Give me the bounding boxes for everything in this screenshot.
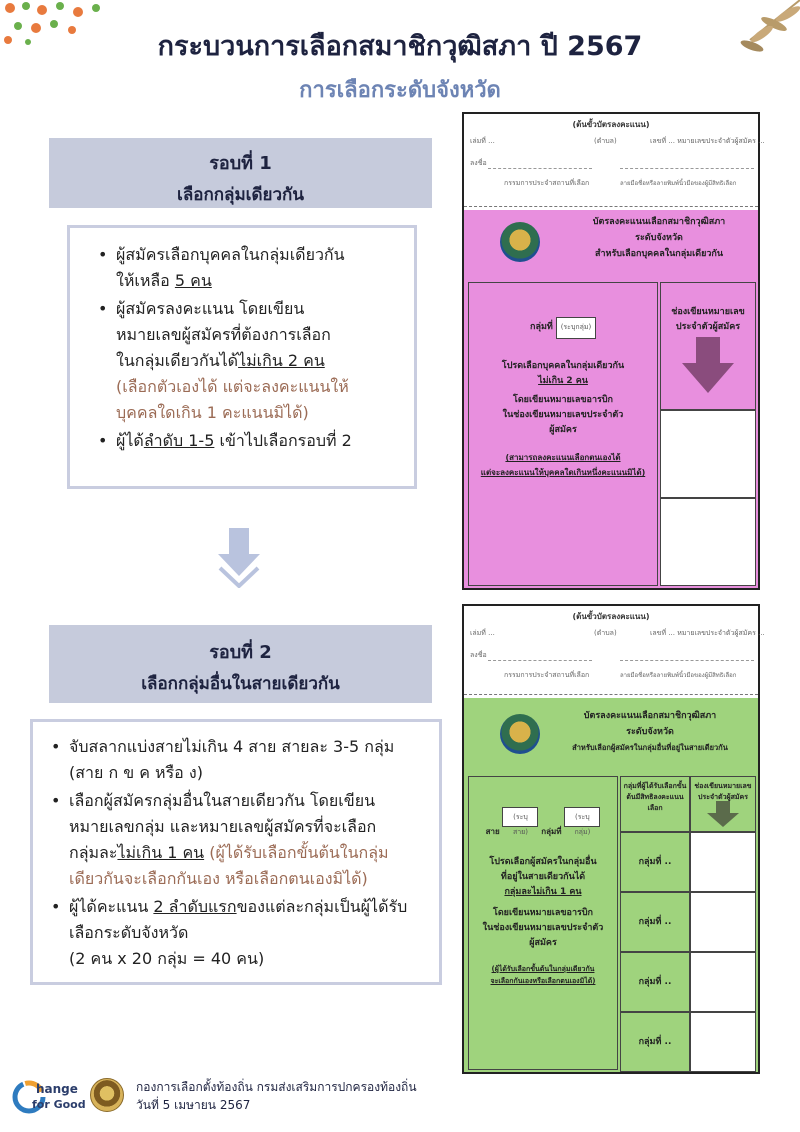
- ballot1-instr-3: โดยเขียนหมายเลขอารบิก: [513, 395, 613, 405]
- ballot1-group-label: กลุ่มที่: [530, 322, 553, 332]
- ballot2-instructions-cell: สาย (ระบุสาย) กลุ่มที่ (ระบุกลุ่ม) โปรดเลือกผู้สมัครในกลุ่มอื่น ที่อยู่ในสายเดียวกันได้ กลุ่มละไม่เกิน 1 คน โดยเขียนหมายเลขอารบิก ในช่องเขียนหมายเลขประจำตัว ผู้สมัคร (ผู้ได้รับเลือกขั้นต้นในกลุ่มเดียวกัน จะเลือกกันเองหรือเลือกตนเองมิได้): [468, 776, 618, 1070]
- round1-bullet-3: • ผู้ได้ลำดับ 1-5 เข้าไปเลือกรอบที่ 2: [96, 428, 402, 454]
- round1-heading: [49, 138, 432, 208]
- ballot1-seal: [500, 222, 540, 262]
- ballot1-instr-2: ไม่เกิน 2 คน: [538, 376, 588, 386]
- ballot2-seal: [500, 714, 540, 754]
- round2-bullet-2: • เลือกผู้สมัครกลุ่มอื่นในสายเดียวกัน โดยเขียน หมายเลขกลุ่ม และหมายเลขผู้สมัครที่จะเลือก กลุ่มละไม่เกิน 1 คน (ผู้ได้รับเลือกขั้นต้นในกลุ่ม เดียวกันจะเลือกกันเอง หรือเลือกตนเองมิได้): [49, 788, 429, 892]
- page-subtitle: การเลือกระดับจังหวัด: [299, 78, 501, 103]
- round1-description: เลือกกลุ่มเดียวกัน: [177, 185, 304, 205]
- footer-date: วันที่ 5 เมษายน 2567: [136, 1098, 251, 1112]
- ballot2-row-2: กลุ่มที่ ..: [620, 892, 690, 952]
- ballot2-group-column-header: กลุ่มที่ผู้ได้รับเลือกขั้นต้นมีสิทธิลงคะแนนเลือก: [620, 776, 690, 832]
- ballot2-write-box-2[interactable]: [690, 892, 756, 952]
- ballot2-instr-1: โปรดเลือกผู้สมัครในกลุ่มอื่น: [489, 857, 597, 867]
- round2-bullet-3: • ผู้ได้คะแนน 2 ลำดับแรกของแต่ละกลุ่มเป็นผู้ได้รับ เลือกระดับจังหวัด (2 คน x 20 กลุ่ม = 40 คน): [49, 894, 429, 972]
- logo-line-1: hange: [36, 1082, 78, 1096]
- round2-bullet-1: • จับสลากแบ่งสายไม่เกิน 4 สาย สายละ 3-5 กลุ่ม (สาย ก ข ค หรือ ง): [49, 734, 429, 786]
- ballot2-instr-4: โดยเขียนหมายเลขอารบิก: [493, 908, 593, 918]
- ballot1-note-2: แต่จะลงคะแนนให้บุคคลใดเกินหนึ่งคะแนนมิได้): [480, 468, 646, 477]
- round1-bullet-1: • ผู้สมัครเลือกบุคคลในกลุ่มเดียวกัน ให้เหลือ 5 คน: [96, 242, 402, 294]
- ballot2-write-column-header: ช่องเขียนหมายเลขประจำตัวผู้สมัคร: [690, 776, 756, 832]
- ballot2-group-box: (ระบุกลุ่ม): [564, 807, 600, 827]
- ballot2-row-1: กลุ่มที่ ..: [620, 832, 690, 892]
- arrow-down-icon: [678, 337, 738, 397]
- ballot1-heading-1: บัตรลงคะแนนเลือกสมาชิกวุฒิสภา: [592, 217, 726, 227]
- ballot1-instr-1: โปรดเลือกบุคคลในกลุ่มเดียวกัน: [501, 361, 625, 371]
- change-for-good-logo: [12, 1078, 90, 1118]
- ballot2-note-2: จะเลือกกันเองหรือเลือกตนเองมิได้): [490, 977, 596, 985]
- ballot2-write-box-4[interactable]: [690, 1012, 756, 1072]
- ballot2-row-4: กลุ่มที่ ..: [620, 1012, 690, 1072]
- ballot2-instr-3: กลุ่มละไม่เกิน 1 คน: [504, 887, 582, 897]
- footer-text: [136, 1078, 417, 1114]
- ballot2-write-box-1[interactable]: [690, 832, 756, 892]
- ballot2-row-3: กลุ่มที่ ..: [620, 952, 690, 1012]
- round2-number: รอบที่ 2: [209, 642, 272, 663]
- round2-heading: [49, 625, 432, 703]
- round1-bullet-2: • ผู้สมัครลงคะแนน โดยเขียน หมายเลขผู้สมัครที่ต้องการเลือก ในกลุ่มเดียวกันได้ไม่เกิน 2 คน (เลือกตัวเองได้ แต่จะลงคะแนนให้ บุคคลใดเกิน 1 คะแนนมิได้): [96, 296, 402, 426]
- page-title: กระบวนการเลือกสมาชิกวุฒิสภา ปี 2567: [157, 31, 643, 62]
- ballot1-instructions-cell: [468, 282, 658, 586]
- ballot2-heading-3: สำหรับเลือกผู้สมัครในกลุ่มอื่นที่อยู่ในสายเดียวกัน: [572, 743, 728, 752]
- ballot2-heading-1: บัตรลงคะแนนเลือกสมาชิกวุฒิสภา: [583, 711, 717, 721]
- ballot-round2: [462, 604, 765, 1074]
- ballot2-instr-5: ในช่องเขียนหมายเลขประจำตัว: [482, 923, 604, 933]
- ballot1-group-box: (ระบุกลุ่ม): [556, 317, 596, 339]
- logo-line-2: for Good: [32, 1098, 86, 1111]
- ballot1-heading-2: ระดับจังหวัด: [635, 233, 683, 243]
- footer-org: กองการเลือกตั้งท้องถิ่น กรมส่งเสริมการปกครองท้องถิ่น: [136, 1080, 417, 1094]
- ballot1-note-1: (สามารถลงคะแนนเลือกตนเองได้: [505, 453, 621, 462]
- ballot1-write-box-2[interactable]: [660, 498, 756, 586]
- ballot1-instr-4: ในช่องเขียนหมายเลขประจำตัว: [502, 410, 624, 420]
- round2-details: [30, 719, 442, 985]
- ballot1-instr-5: ผู้สมัคร: [549, 425, 577, 435]
- round1-number: รอบที่ 1: [209, 153, 272, 174]
- ballot2-body: [464, 698, 758, 1072]
- ballot2-note-1: (ผู้ได้รับเลือกขั้นต้นในกลุ่มเดียวกัน: [491, 965, 595, 973]
- arrow-down-icon: [705, 801, 741, 827]
- ballot1-body: [464, 210, 758, 588]
- ballot2-heading-2: ระดับจังหวัด: [626, 727, 674, 737]
- ballot2-line-box: (ระบุสาย): [502, 807, 538, 827]
- department-seal: [90, 1078, 124, 1112]
- ballot2-write-box-3[interactable]: [690, 952, 756, 1012]
- ballot2-instr-6: ผู้สมัคร: [529, 938, 557, 948]
- ballot1-write-box-1[interactable]: [660, 410, 756, 498]
- round1-details: [67, 225, 417, 489]
- ballot2-stub: (ต้นขั้วบัตรลงคะแนน) เล่มที่ ... (ตำบล) เลขที่ ... หมายเลขประจำตัวผู้สมัคร ... ลงชื่อ กรรมการประจำสถานที่เลือก ลายมือชื่อหรือลายพิมพ์นิ้วมือของผู้มีสิทธิเลือก: [470, 612, 765, 679]
- round2-description: เลือกกลุ่มอื่นในสายเดียวกัน: [141, 674, 340, 694]
- arrow-down-icon: [218, 528, 260, 588]
- ballot1-heading-3: สำหรับเลือกบุคคลในกลุ่มเดียวกัน: [594, 249, 724, 259]
- ballot1-write-column: ช่องเขียนหมายเลขประจำตัวผู้สมัคร: [660, 282, 756, 410]
- ballot2-instr-2: ที่อยู่ในสายเดียวกันได้: [500, 872, 586, 882]
- ballot1-stub: (ต้นขั้วบัตรลงคะแนน) เล่มที่ ... (ตำบล) เลขที่ ... หมายเลขประจำตัวผู้สมัคร ... ลงชื่อ กรรมการประจำสถานที่เลือก ลายมือชื่อหรือลายพิมพ์นิ้วมือของผู้มีสิทธิเลือก: [470, 120, 765, 187]
- ballot-round1: [462, 112, 765, 590]
